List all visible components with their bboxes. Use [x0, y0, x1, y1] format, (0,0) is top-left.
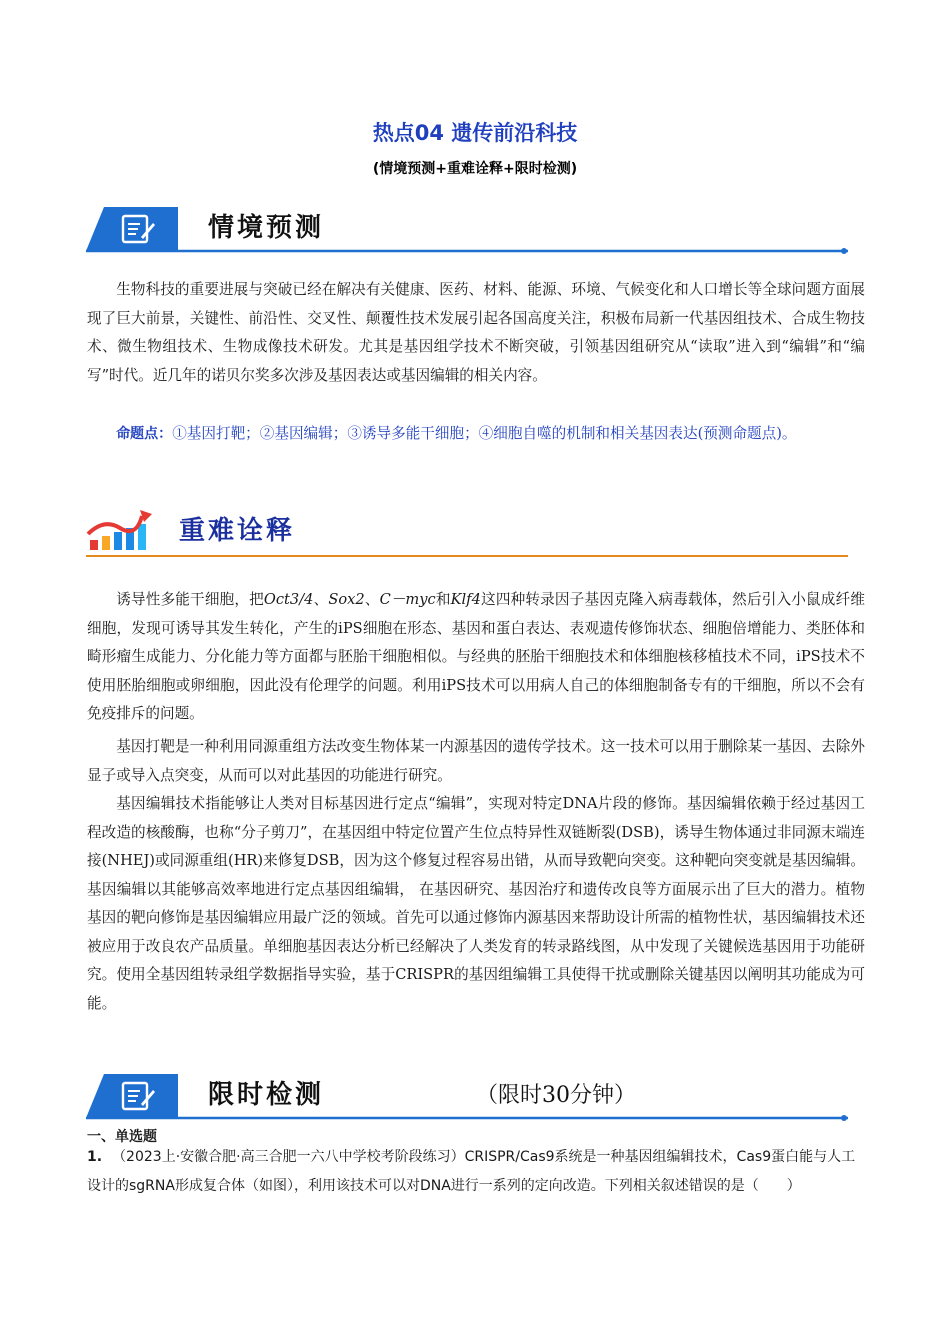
gene-cmyc: C－myc: [379, 591, 436, 608]
page-title: 热点04 遗传前沿科技: [372, 121, 578, 145]
topic-text: ①基因打靶；②基因编辑；③诱导多能干细胞；④细胞自噬的机制和相关基因表达(预测命题点)。: [172, 425, 797, 442]
time-limit-note: （限时30分钟）: [476, 1083, 636, 1108]
separator: 、: [364, 591, 380, 608]
separator: 、: [313, 591, 329, 608]
section-heading-timed-test: 限时检测: [208, 1080, 325, 1110]
separator: 和: [435, 591, 451, 608]
section-banner-forecast: [86, 205, 848, 263]
gene-targeting-paragraph: 基因打靶是一种利用同源重组方法改变生物体某一内源基因的遗传学技术。这一技术可以用于删除某一基因、去除外显子或导入点突变，从而可以对此基因的功能进行研究。: [87, 738, 865, 784]
banner-graphic: [86, 205, 848, 263]
gene-klf4: Klf4: [450, 591, 481, 608]
question-number: 1.: [87, 1149, 103, 1165]
rising-chart-icon: [86, 510, 154, 554]
section-banner-key-points: [86, 508, 848, 566]
gene-sox2: Sox2: [328, 591, 365, 608]
ips-paragraph: [87, 586, 865, 729]
gene-oct34: Oct3/4: [263, 591, 314, 608]
ips-text: 诱导性多能干细胞，把: [116, 591, 264, 608]
notepad-pencil-icon: [120, 1080, 156, 1112]
page-subtitle: (情境预测+重难诠释+限时检测): [372, 161, 578, 177]
forecast-paragraph: 生物科技的重要进展与突破已经在解决有关健康、医药、材料、能源、环境、气候变化和人口增长等全球问题方面展现了巨大前景，关键性、前沿性、交叉性、颠覆性技术发展引起各国高度关注，积极布局新一代基因组技术、合成生物技术、微生物组技术、生物成像技术研发。尤其是基因组学技术不断突破，引领基因组研究从“读取”进入到“编辑”和“编写”时代。近几年的诺贝尔奖多次涉及基因表达或基因编辑的相关内容。: [87, 281, 865, 384]
topic-label: 命题点：: [116, 426, 173, 442]
topic-points: [87, 420, 865, 449]
ips-text: 这四种转录因子基因克隆入病毒载体，然后引入小鼠成纤维细胞，发现可诱导其发生转化，产生的iPS细胞在形态、基因和蛋白表达、表观遗传修饰状态、细胞倍增能力、类胚体和畸形瘤生成能力、分化能力等方面都与胚胎干细胞相似。与经典的胚胎干细胞技术和体细胞核移植技术不同，iPS技术不使用胚胎细胞或卵细胞，因此没有伦理学的问题。利用iPS技术可以用病人自己的体细胞制备专有的干细胞，所以不会有免疫排斥的问题。: [87, 591, 865, 722]
banner-graphic: [86, 1072, 848, 1130]
section-banner-timed-test: [86, 1072, 848, 1130]
gene-editing-paragraph: 基因编辑技术指能够让人类对目标基因进行定点“编辑”，实现对特定DNA片段的修饰。基因编辑依赖于经过基因工程改造的核酸酶，也称“分子剪刀”，在基因组中特定位置产生位点特异性双链断裂(DSB)，诱导生物体通过非同源末端连接(NHEJ)或同源重组(HR)来修复DSB，因为这个修复过程容易出错，从而导致靶向突变。这种靶向突变就是基因编辑。基因编辑以其能够高效率地进行定点基因组编辑， 在基因研究、基因治疗和遗传改良等方面展示出了巨大的潜力。植物基因的靶向修饰是基因编辑应用最广泛的领域。首先可以通过修饰内源基因来帮助设计所需的植物性状，基因编辑技术还被应用于改良农产品质量。单细胞基因表达分析已经解决了人类发育的转录路线图，从中发现了关键候选基因用于功能研究。使用全基因组转录组学数据指导实验，基于CRISPR的基因组编辑工具使得干扰或删除关键基因以阐明其功能成为可能。: [87, 795, 865, 1012]
question-1: [87, 1143, 865, 1201]
section-heading-forecast: 情境预测: [208, 213, 325, 243]
question-type-heading: 一、单选题: [87, 1129, 157, 1145]
question-text: （2023上·安徽合肥·高三合肥一六八中学校考阶段练习）CRISPR/Cas9系统是一种基因组编辑技术，Cas9蛋白能与人工设计的sgRNA形成复合体（如图），利用该技术可以对DNA进行一系列的定向改造。下列相关叙述错误的是（ ）: [87, 1149, 856, 1194]
notepad-pencil-icon: [120, 213, 156, 245]
section-heading-key-points: 重难诠释: [179, 516, 296, 546]
